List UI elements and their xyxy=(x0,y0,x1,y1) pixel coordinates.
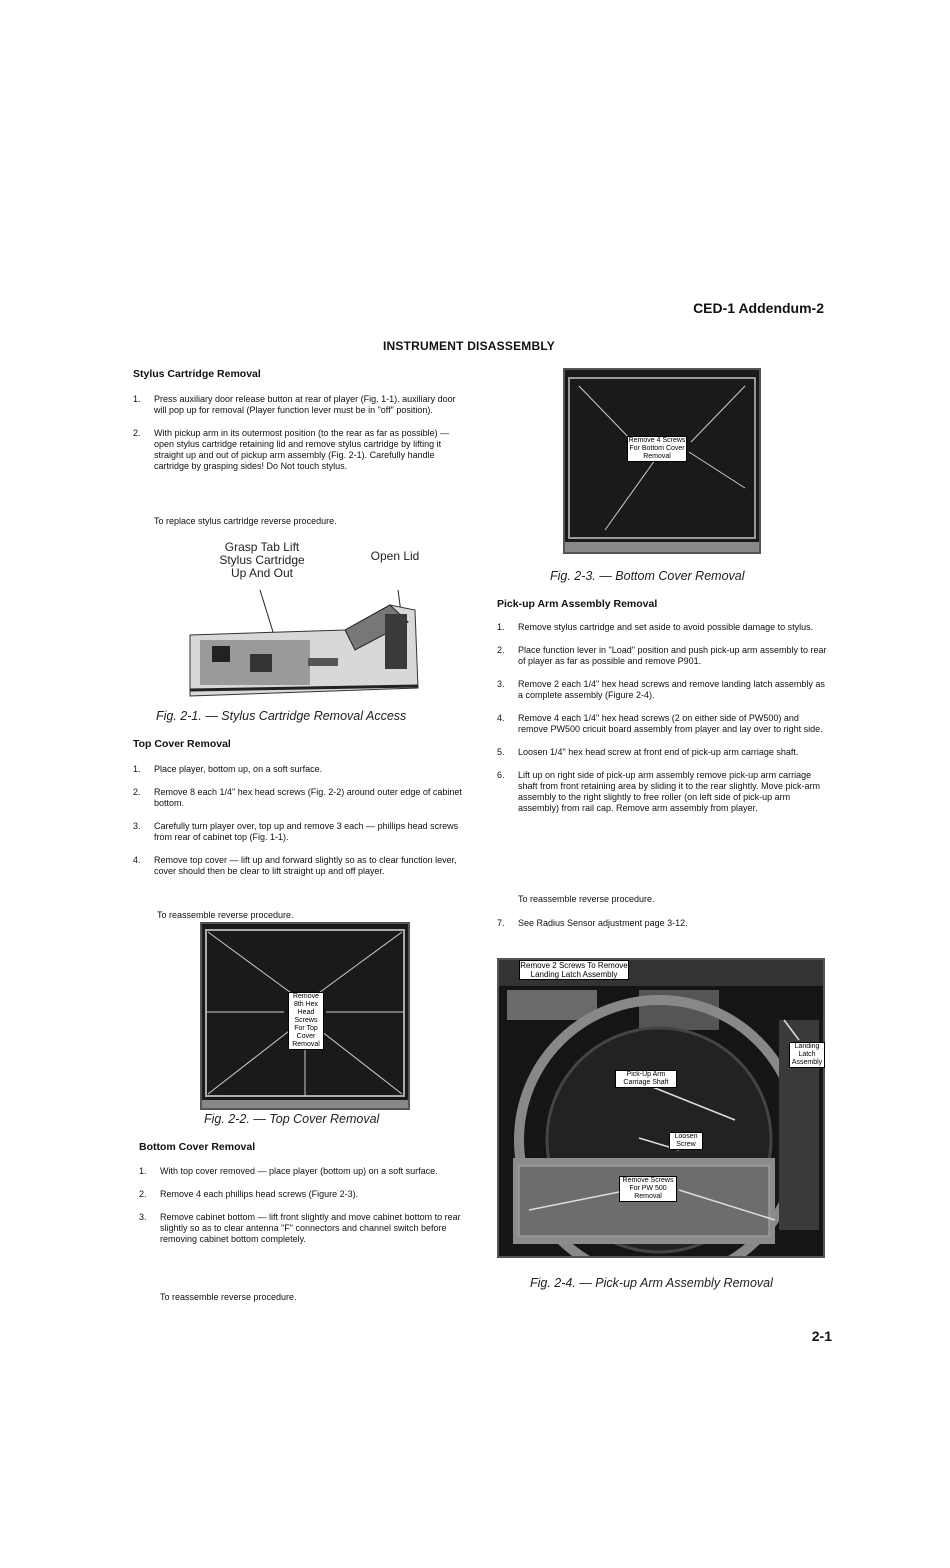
list-item xyxy=(133,787,467,809)
bottom-cover-note: To reassemble reverse procedure. xyxy=(160,1292,297,1302)
fig21-callout-right: Open Lid xyxy=(370,549,420,563)
step-number: 6. xyxy=(497,770,505,780)
fig23-photo xyxy=(563,368,761,554)
page-number: 2-1 xyxy=(811,1328,832,1344)
list-item xyxy=(497,679,828,701)
fig22-label: Remove 8th Hex Head Screws For Top Cover Removal xyxy=(288,992,324,1050)
step-text: Loosen 1/4" hex head screw at front end of pick-up arm carriage shaft. xyxy=(518,747,799,757)
step-text: Place player, bottom up, on a soft surface. xyxy=(154,764,323,774)
step-text: Remove stylus cartridge and set aside to avoid possible damage to stylus. xyxy=(518,622,814,632)
list-item xyxy=(497,713,828,735)
pickup-steps xyxy=(497,622,828,826)
pickup-note: To reassemble reverse procedure. xyxy=(518,894,655,904)
list-item xyxy=(133,821,467,843)
step-number: 1. xyxy=(133,394,141,404)
top-cover-note: To reassemble reverse procedure. xyxy=(157,910,294,920)
fig24-label-pw500: Remove Screws For PW 500 Removal xyxy=(619,1176,677,1202)
step-text: See Radius Sensor adjustment page 3-12. xyxy=(518,918,688,928)
list-item xyxy=(133,855,467,877)
step-number: 3. xyxy=(139,1212,147,1222)
step-number: 3. xyxy=(133,821,141,831)
step-text: Press auxiliary door release button at rear of player (Fig. 1-1). auxiliary door will pop up for removal (Player function lever must be in "off" position). xyxy=(154,394,456,415)
step-text: Place function lever in "Load" position and push pick-up arm assembly to rear of player as far as possible and remove P901. xyxy=(518,645,827,666)
step-number: 4. xyxy=(497,713,505,723)
fig21-callout-left: Grasp Tab Lift Stylus Cartridge Up And Out xyxy=(219,540,305,580)
bottom-cover-heading: Bottom Cover Removal xyxy=(139,1141,256,1153)
step-text: Lift up on right side of pick-up arm assembly remove pick-up arm carriage shaft from front retaining area by sliding it to the rear slightly. Move pick-arm assembly to the right slightly to free roller (on left side of pick-up arm assembly) from rail cap. Remove arm assembly from player. xyxy=(518,770,820,813)
fig24-label-latch: Landing Latch Assembly xyxy=(789,1042,825,1068)
page-title: INSTRUMENT DISASSEMBLY xyxy=(383,339,555,353)
step-number: 1. xyxy=(133,764,141,774)
list-item xyxy=(497,918,828,929)
top-cover-steps xyxy=(133,764,467,889)
step-number: 2. xyxy=(497,645,505,655)
list-item xyxy=(133,764,467,775)
step-text: Remove 4 each 1/4" hex head screws (2 on either side of PW500) and remove PW500 cricuit board assembly from player and lay over to right side. xyxy=(518,713,823,734)
step-text: Remove 8 each 1/4" hex head screws (Fig. 2-2) around outer edge of cabinet bottom. xyxy=(154,787,462,808)
stylus-note: To replace stylus cartridge reverse procedure. xyxy=(154,516,337,526)
list-item xyxy=(139,1189,471,1200)
step-text: Remove 2 each 1/4" hex head screws and remove landing latch assembly as a complete assembly (Figure 2-4). xyxy=(518,679,825,700)
step-number: 2. xyxy=(133,787,141,797)
step-text: Remove 4 each phillips head screws (Figure 2-3). xyxy=(160,1189,359,1199)
fig24-label-screws: Remove 2 Screws To Remove Landing Latch Assembly xyxy=(520,961,628,979)
fig24-label-shaft: Pick-Up Arm Carriage Shaft xyxy=(615,1070,677,1088)
fig21-caption: Fig. 2-1. — Stylus Cartridge Removal Access xyxy=(156,709,407,723)
step-number: 1. xyxy=(497,622,505,632)
pickup-step7 xyxy=(497,918,828,941)
fig24-label-loosen: Loosen Screw xyxy=(669,1132,703,1150)
step-text: With pickup arm in its outermost position (to the rear as far as possible) — open stylus cartridge retaining lid and remove stylus cartridge by lifting it straight up and out of pickup arm assembly (Fig. 2-1). Carefully handle cartridge by grasping sides! Do Not touch stylus. xyxy=(154,428,450,471)
list-item xyxy=(133,428,465,472)
list-item xyxy=(139,1212,471,1245)
fig24-caption: Fig. 2-4. — Pick-up Arm Assembly Removal xyxy=(530,1276,773,1290)
pickup-heading: Pick-up Arm Assembly Removal xyxy=(497,598,658,610)
step-text: Remove cabinet bottom — lift front slightly and move cabinet bottom to rear slightly so as to clear antenna "F" connectors and channel switch before removing cabinet bottom completely. xyxy=(160,1212,461,1244)
step-number: 4. xyxy=(133,855,141,865)
list-item xyxy=(497,770,828,814)
stylus-steps xyxy=(133,394,465,484)
fig23-label: Remove 4 Screws For Bottom Cover Removal xyxy=(628,437,686,460)
step-text: Carefully turn player over, top up and remove 3 each — phillips head screws from rear of cabinet top (Fig. 1-1). xyxy=(154,821,459,842)
step-number: 7. xyxy=(497,918,505,928)
step-number: 3. xyxy=(497,679,505,689)
list-item xyxy=(497,622,828,633)
step-number: 1. xyxy=(139,1166,147,1176)
fig24-illustration xyxy=(499,960,823,1256)
step-number: 5. xyxy=(497,747,505,757)
list-item xyxy=(497,747,828,758)
step-text: With top cover removed — place player (bottom up) on a soft surface. xyxy=(160,1166,438,1176)
fig22-photo xyxy=(200,922,410,1110)
stylus-heading: Stylus Cartridge Removal xyxy=(133,368,261,380)
list-item xyxy=(497,645,828,667)
fig22-caption: Fig. 2-2. — Top Cover Removal xyxy=(204,1112,380,1126)
fig23-caption: Fig. 2-3. — Bottom Cover Removal xyxy=(550,569,745,583)
document-id: CED-1 Addendum-2 xyxy=(693,300,824,316)
fig21-illustration xyxy=(180,590,425,710)
step-number: 2. xyxy=(133,428,141,438)
list-item xyxy=(139,1166,471,1177)
step-number: 2. xyxy=(139,1189,147,1199)
top-cover-heading: Top Cover Removal xyxy=(133,738,231,750)
bottom-cover-steps xyxy=(139,1166,471,1257)
list-item xyxy=(133,394,465,416)
fig24-photo xyxy=(497,958,825,1258)
step-text: Remove top cover — lift up and forward slightly so as to clear function lever, cover should then be clear to lift straight up and off player. xyxy=(154,855,457,876)
